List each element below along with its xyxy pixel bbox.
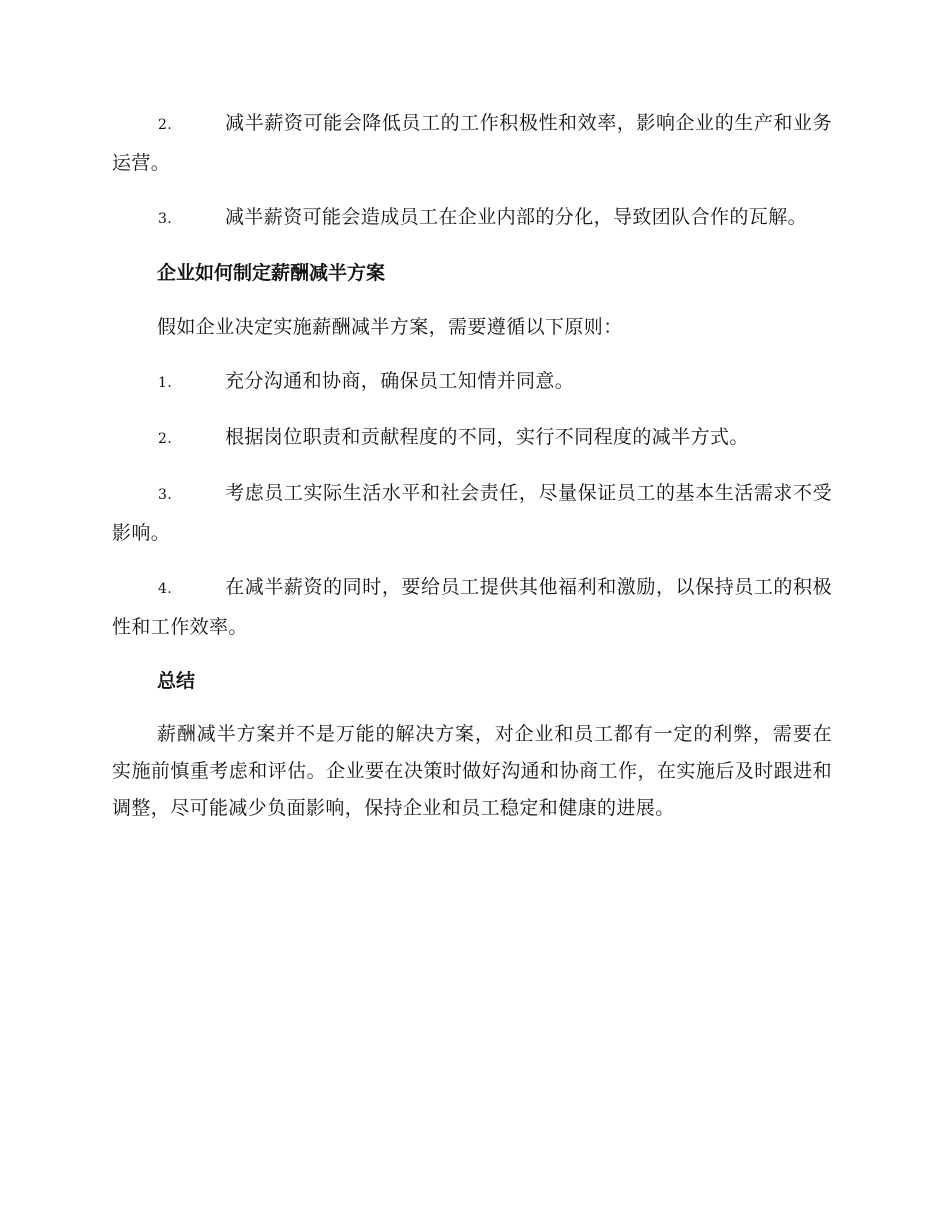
list-text: 考虑员工实际生活水平和社会责任，尽量保证员工的基本生活需求不受影响。: [112, 482, 832, 544]
list-text: 在减半薪资的同时，要给员工提供其他福利和激励，以保持员工的积极性和工作效率。: [112, 576, 832, 638]
list-item: [112, 568, 832, 646]
list-text: 充分沟通和协商，确保员工知情并同意。: [225, 370, 575, 392]
list-item: [112, 418, 832, 458]
list-number: 4.: [158, 581, 173, 597]
list-number: 2.: [158, 431, 173, 447]
list-item: [112, 104, 832, 182]
list-text: 减半薪资可能会造成员工在企业内部的分化，导致团队合作的瓦解。: [225, 206, 808, 228]
summary-heading: 总结: [157, 670, 196, 692]
document-page: [112, 104, 832, 827]
list-item: [112, 474, 832, 552]
list-item: [112, 362, 832, 402]
list-number: 3.: [158, 487, 173, 503]
list-item: [112, 198, 832, 238]
list-text: 减半薪资可能会降低员工的工作积极性和效率，影响企业的生产和业务运营。: [112, 112, 832, 174]
summary-paragraph: 薪酬减半方案并不是万能的解决方案，对企业和员工都有一定的利弊，需要在实施前慎重考虑和评估。企业要在决策时做好沟通和协商工作，在实施后及时跟进和调整，尽可能减少负面影响，保持企业和员工稳定和健康的进展。: [112, 723, 832, 819]
list-number: 2.: [158, 117, 173, 133]
section-heading: 企业如何制定薪酬减半方案: [157, 262, 386, 284]
list-number: 3.: [158, 211, 173, 227]
list-number: 1.: [158, 375, 173, 391]
intro-paragraph: 假如企业决定实施薪酬减半方案，需要遵循以下原则：: [157, 316, 623, 338]
list-text: 根据岗位职责和贡献程度的不同，实行不同程度的减半方式。: [225, 426, 749, 448]
